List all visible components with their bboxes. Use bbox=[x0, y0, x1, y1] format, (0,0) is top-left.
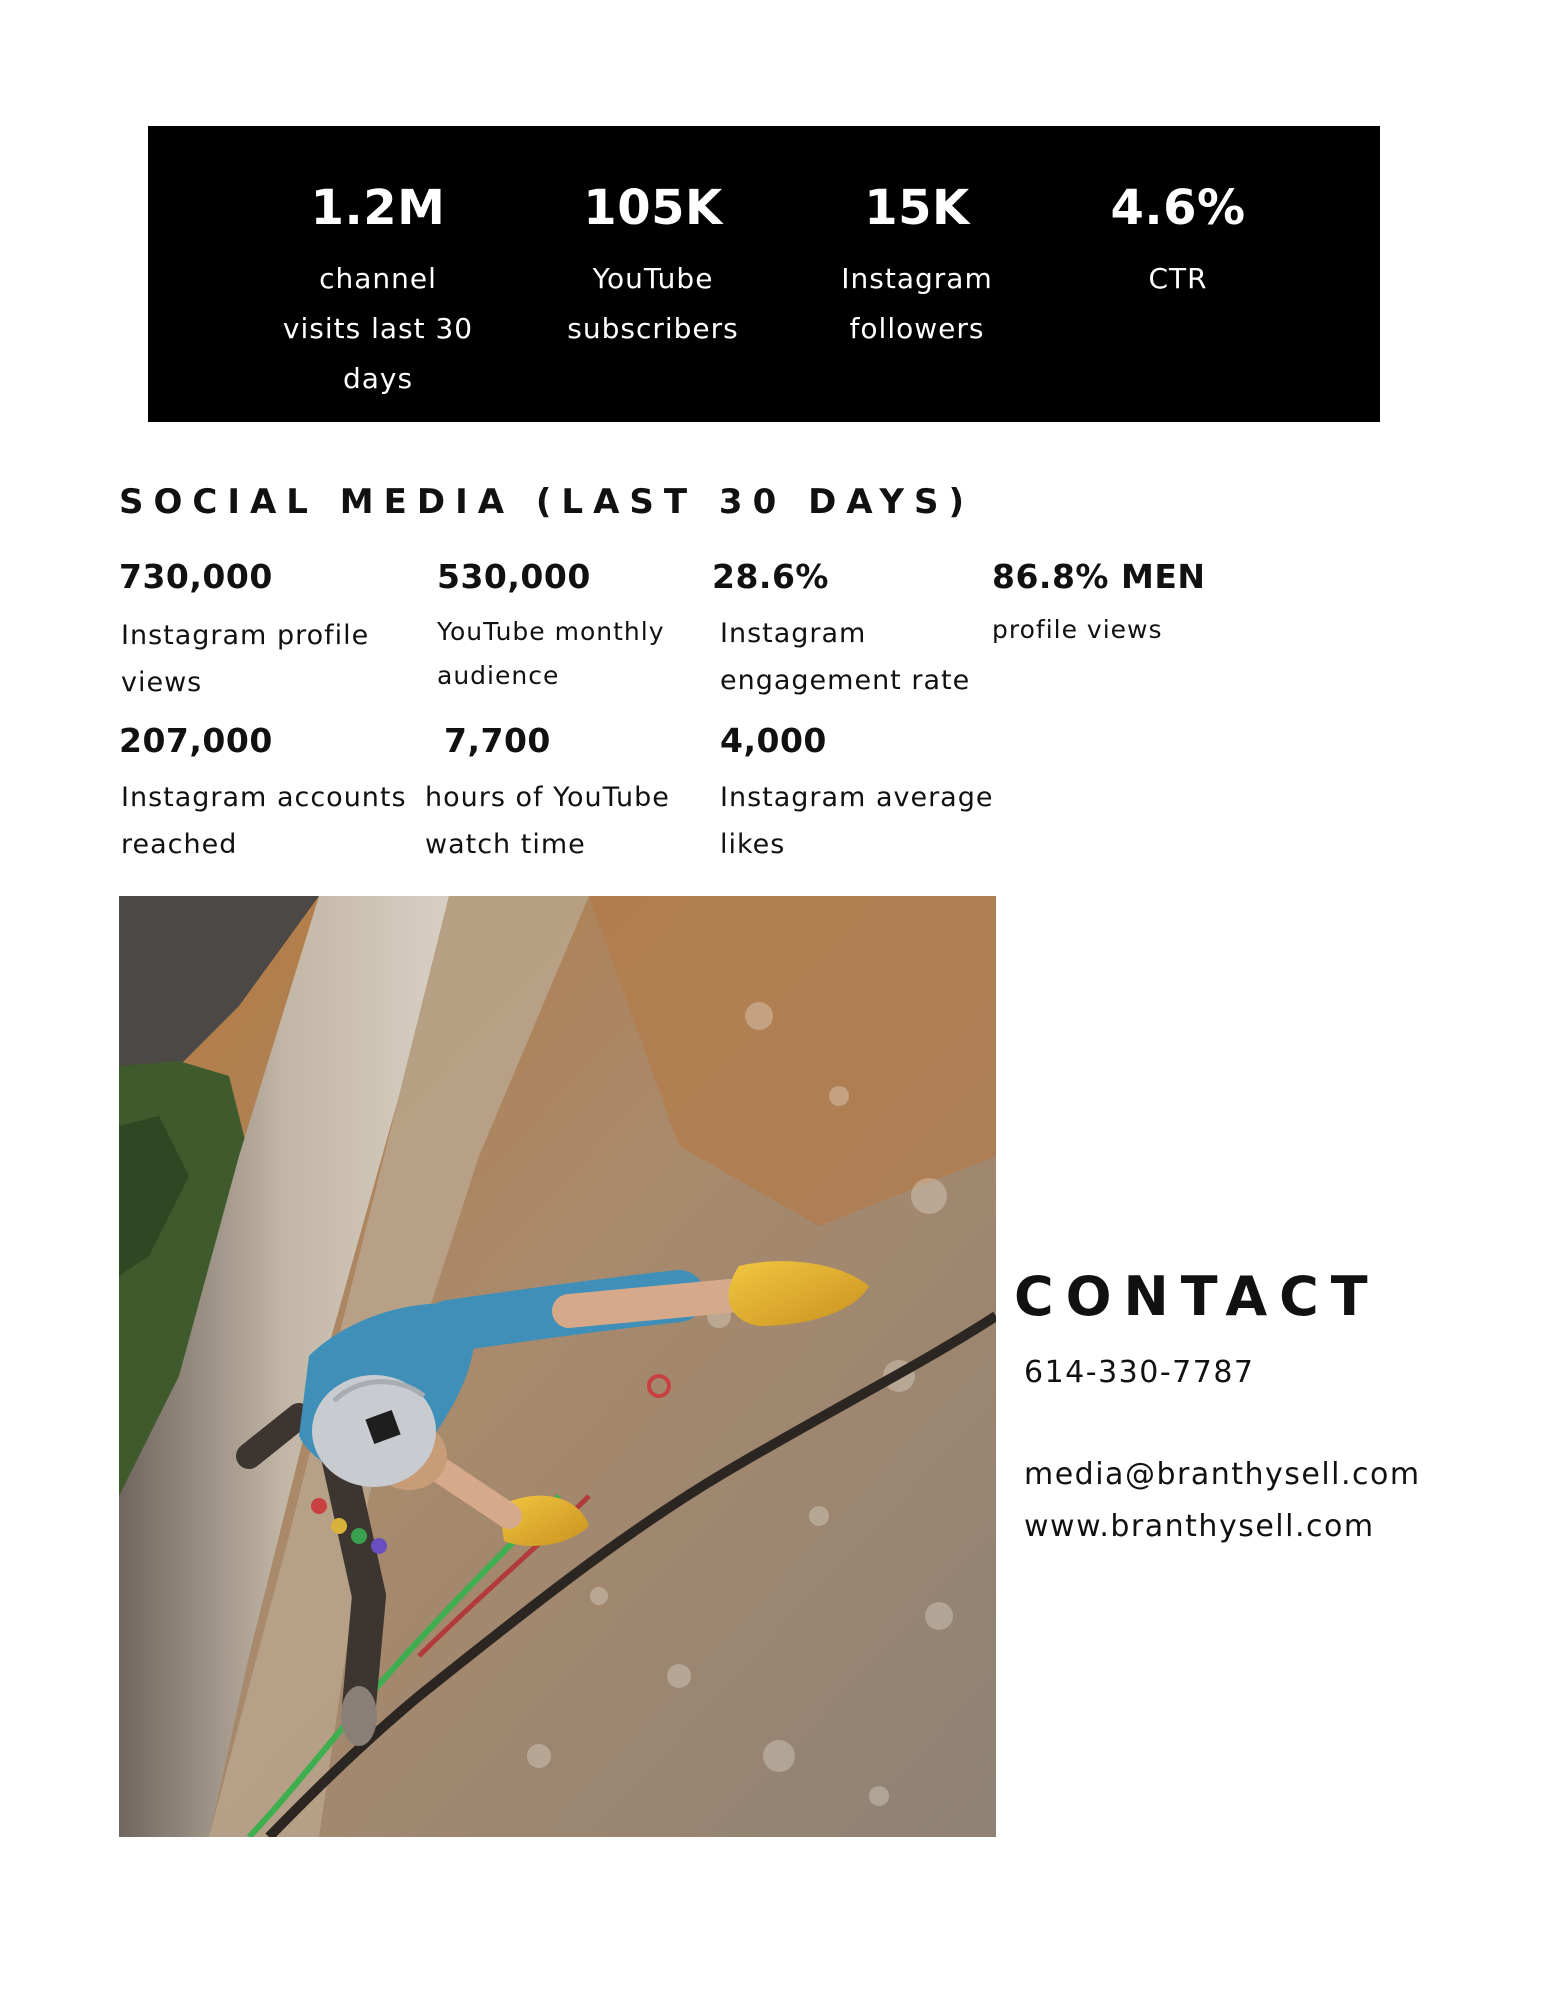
metric-label-line: watch time bbox=[425, 829, 586, 860]
metric-value: 4,000 bbox=[720, 721, 827, 760]
stat-label-line: followers bbox=[849, 312, 985, 345]
stat-label-line: subscribers bbox=[567, 312, 739, 345]
stat-channel-visits bbox=[248, 180, 508, 404]
stat-value: 1.2M bbox=[310, 180, 446, 236]
stat-label-line: YouTube bbox=[592, 262, 714, 295]
climber-illustration bbox=[119, 896, 996, 1837]
metric-value: 730,000 bbox=[119, 557, 273, 596]
metric-label-line: reached bbox=[121, 829, 238, 860]
climber-forearm bbox=[569, 1296, 729, 1311]
metric-label bbox=[121, 612, 421, 706]
contact-website[interactable]: www.branthysell.com bbox=[1024, 1509, 1375, 1544]
metric-label bbox=[425, 774, 705, 868]
metric-instagram-accounts-reached bbox=[119, 721, 407, 860]
metric-youtube-monthly-audience bbox=[437, 557, 665, 690]
metric-value: 86.8% MEN bbox=[992, 557, 1206, 596]
metric-instagram-engagement-rate bbox=[712, 557, 971, 696]
metric-label-line: Instagram bbox=[720, 618, 867, 649]
metric-label bbox=[992, 608, 1232, 652]
stat-label-line: visits last 30 days bbox=[282, 312, 474, 395]
stat-label bbox=[1048, 254, 1308, 304]
stat-value: 105K bbox=[583, 180, 723, 236]
metric-label bbox=[121, 774, 431, 868]
climbing-shoe bbox=[341, 1686, 377, 1746]
contact-email[interactable]: media@branthysell.com bbox=[1024, 1457, 1421, 1492]
metric-label bbox=[720, 774, 1020, 868]
metric-label-line: Instagram accounts bbox=[121, 782, 407, 813]
stat-ctr bbox=[1048, 180, 1308, 304]
metric-label-line: profile views bbox=[992, 615, 1163, 644]
metric-label-line: Instagram profile bbox=[121, 620, 370, 651]
metric-label-line: Instagram average bbox=[720, 782, 994, 813]
contact-title: CONTACT bbox=[1014, 1265, 1380, 1328]
metric-label-line: engagement rate bbox=[720, 665, 971, 696]
metric-youtube-watch-time bbox=[425, 721, 670, 860]
stat-value: 4.6% bbox=[1110, 180, 1246, 236]
metric-label-line: YouTube monthly bbox=[437, 617, 665, 646]
section-title-social-media: SOCIAL MEDIA (LAST 30 DAYS) bbox=[119, 482, 975, 522]
metric-label bbox=[720, 610, 990, 704]
stats-banner bbox=[148, 126, 1380, 422]
stat-label-line: channel bbox=[319, 262, 437, 295]
metric-label-line: hours of YouTube bbox=[425, 782, 670, 813]
stat-value: 15K bbox=[864, 180, 970, 236]
metric-label-line: likes bbox=[720, 829, 786, 860]
metric-label-line: views bbox=[121, 667, 203, 698]
stat-instagram-followers bbox=[787, 180, 1047, 354]
stat-youtube-subscribers bbox=[523, 180, 783, 354]
metric-instagram-profile-views bbox=[119, 557, 370, 698]
metric-value: 28.6% bbox=[712, 557, 829, 596]
stat-label bbox=[523, 254, 783, 354]
metric-value: 207,000 bbox=[119, 721, 273, 760]
metric-value: 530,000 bbox=[437, 557, 591, 596]
contact-phone[interactable]: 614-330-7787 bbox=[1024, 1355, 1255, 1390]
metric-value: 7,700 bbox=[444, 721, 551, 760]
metric-instagram-average-likes bbox=[720, 721, 994, 860]
stat-label bbox=[787, 254, 1047, 354]
climber-photo bbox=[119, 896, 996, 1837]
stat-label bbox=[248, 254, 508, 404]
metric-label-line: audience bbox=[437, 661, 560, 690]
metric-profile-views-men bbox=[992, 557, 1206, 644]
stat-label-line: Instagram bbox=[841, 262, 993, 295]
stat-label-line: CTR bbox=[1148, 262, 1208, 295]
metric-label bbox=[437, 610, 707, 698]
